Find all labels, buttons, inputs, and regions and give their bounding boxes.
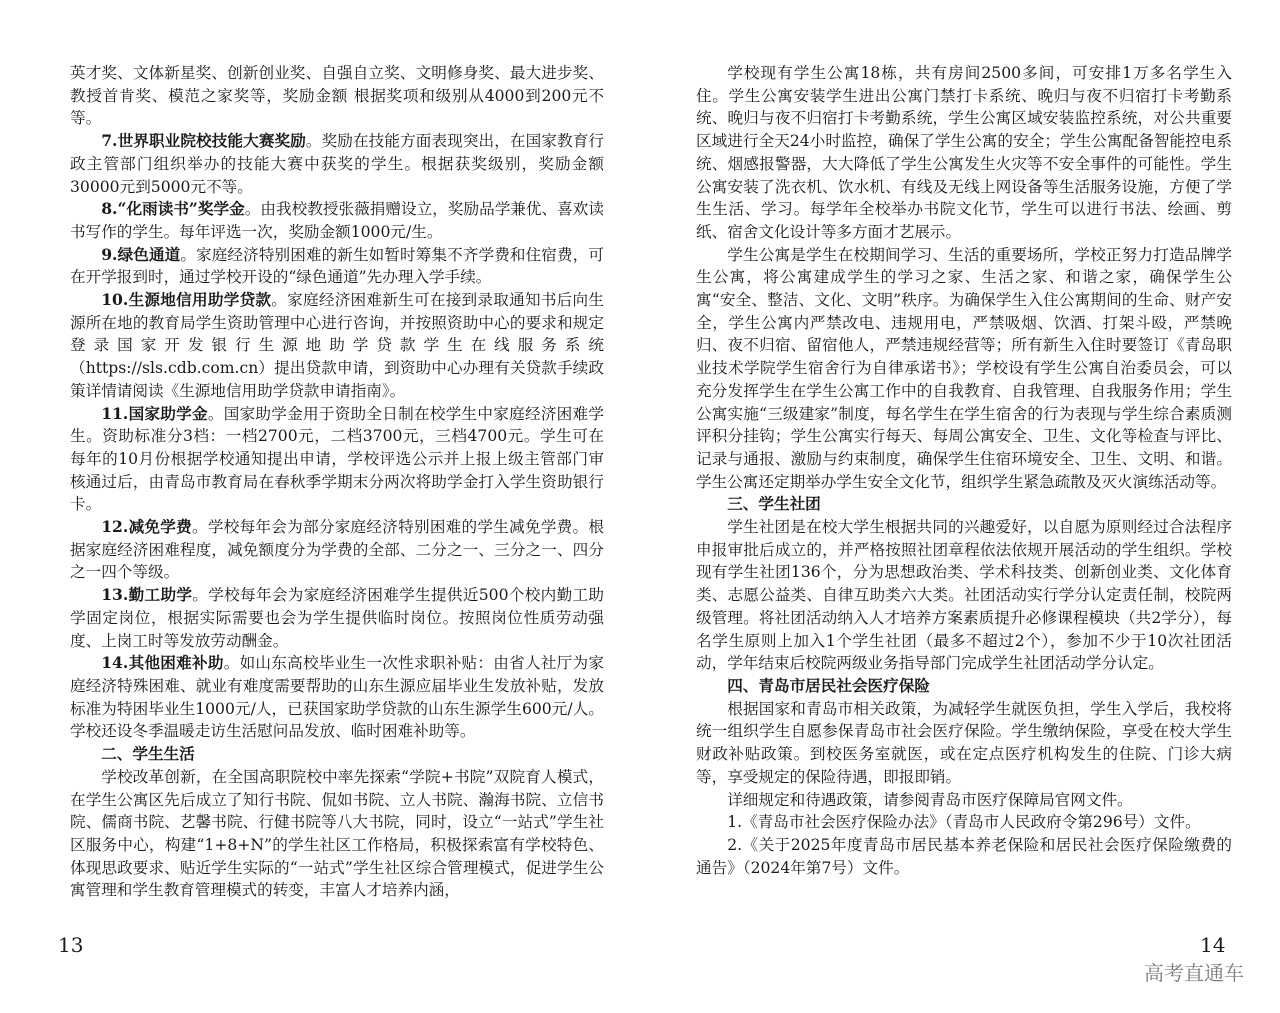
item-text: 。学校每年会为家庭经济困难学生提供近500个校内勤工助学固定岗位，根据实际需要也会为学生提供临时岗位。按照岗位性质劳动强度、上岗工时等发放劳动酬金。 xyxy=(70,586,604,650)
watermark-text: 高考直通车 xyxy=(1144,961,1244,985)
item-text: 。家庭经济困难新生可在接到录取通知书后向生源所在地的教育局学生资助管理中心进行咨询，并按照资助中心的要求和规定登录国家开发银行生源地助学贷款学生在线服务系统（https://sls.cdb.com.cn）提出贷款申请，到资助中心办理有关贷款手续政策详情请阅读《生源地信用助学贷款申请指南》。 xyxy=(70,291,604,400)
paragraph: 学校改革创新，在全国高职院校中率先探索“学院+书院”双院育人模式，在学生公寓区先后成立了知行书院、侃如书院、立人书院、瀚海书院、立信书院、儒商书院、艺馨书院、行健书院等八大书院，同时，设立“一站式”学生社区服务中心，构建“1+8+N”的学生社区工作格局，积极探索富有学校特色、体现思政要求、贴近学生实际的“一站式”学生社区综合管理模式，促进学生公寓管理和学生教育管理模式的转变，丰富人才培养内涵， xyxy=(70,767,604,900)
item-title: 7.世界职业院校技能大赛奖励 xyxy=(101,131,306,151)
paragraph: 英才奖、文体新星奖、创新创业奖、自强自立奖、文明修身奖、最大进步奖、教授首肯奖、模范之家奖等，奖励金额 根据奖项和级别从4000到200元不等。 xyxy=(70,64,604,128)
paragraph: 1.《青岛市社会医疗保险办法》（青岛市人民政府令第296号）文件。 xyxy=(727,813,1201,832)
item-title: 12.减免学费 xyxy=(101,517,192,537)
section-heading: 四、青岛市居民社会医疗保险 xyxy=(727,675,930,695)
paragraph xyxy=(70,289,604,403)
section-heading: 二、学生生活 xyxy=(101,744,195,764)
item-text: 。如山东高校毕业生一次性求职补贴：由省人社厅为家庭经济特殊困难、就业有难度需要帮助的山东生源应届毕业生发放补贴，发放标准为特困毕业生1000元/人，已获国家助学贷款的山东生源学生600元/人。学校还设冬季温暖走访生活慰问品发放、临时困难补助等。 xyxy=(70,654,604,741)
left-text-column xyxy=(70,62,604,902)
paragraph xyxy=(70,244,604,289)
right-page xyxy=(640,0,1280,1013)
paragraph: 学生社团是在校大学生根据共同的兴趣爱好，以自愿为原则经过合法程序申报审批后成立的，并严格按照社团章程依法依规开展活动的学生组织。学校现有学生社团136个，分为思想政治类、学术科技类、创新创业类、文化体育类、志愿公益类、自律互助类六大类。社团活动实行学分认定责任制，校院两级管理。将社团活动纳入人才培养方案素质提升必修课程模块（共2学分），每名学生原则上加入1个学生社团（最多不超过2个），参加不少于10次社团活动，学年结束后校院两级业务指导部门完成学生社团活动学分认定。 xyxy=(696,518,1232,673)
page-number: 13 xyxy=(58,933,84,957)
paragraph: 2.《关于2025年度青岛市居民基本养老保险和居民社会医疗保险缴费的通告》（2024年第7号）文件。 xyxy=(696,835,1232,877)
paragraph xyxy=(70,652,604,743)
item-text: 。家庭经济特别困难的新生如暂时筹集不齐学费和住宿费，可在开学报到时，通过学校开设的“绿色通道”先办理入学手续。 xyxy=(70,245,604,287)
paragraph xyxy=(70,516,604,584)
paragraph: 学校现有学生公寓18栋，共有房间2500多间，可安排1万多名学生入住。学生公寓安装学生进出公寓门禁打卡系统、晚归与夜不归宿打卡考勤系统、晚归与夜不归宿打卡考勤系统，学生公寓区域安装监控系统，对公共重要区域进行全天24小时监控，确保了学生公寓的安全；学生公寓配备智能控电系统、烟感报警器，大大降低了学生公寓发生火灾等不安全事件的可能性。学生公寓安装了洗衣机、饮水机、有线及无线上网设备等生活服务设施，方便了学生生活、学习。每学年全校举办书院文化节，学生可以进行书法、绘画、剪纸、宿舍文化设计等多方面才艺展示。 xyxy=(696,64,1232,241)
item-text: 。国家助学金用于资助全日制在校学生中家庭经济困难学生。资助标准分3档：一档2700元，二档3700元，三档4700元。学生可在每年的10月份根据学校通知提出申请，学校评选公示并上报上级主管部门审核通过后，由青岛市教育局在春秋季学期末分两次将助学金打入学生资助银行卡。 xyxy=(70,404,604,514)
item-text: 。由我校教授张薇捐赠设立，奖励品学兼优、喜欢读书写作的学生。每年评选一次，奖励金额1000元/生。 xyxy=(70,200,604,241)
paragraph: 学生公寓是学生在校期间学习、生活的重要场所，学校正努力打造品牌学生公寓，将公寓建成学生的学习之家、生活之家、和谐之家，确保学生公寓“安全、整洁、文化、文明”秩序。为确保学生入住公寓期间的生命、财产安全，学生公寓内严禁改电、违规用电，严禁吸烟、饮酒、打架斗殴，严禁晚归、夜不归宿、留宿他人，严禁违规经营等；所有新生入住时要签订《青岛职业技术学院学生宿舍行为自律承诺书》；学校设有学生公寓自治委员会，可以充分发挥学生在学生公寓工作中的自我教育、自我管理、自我服务作用；学生公寓实施“三级建家”制度，每名学生在学生宿舍的行为表现与学生综合素质测评积分挂钩；学生公寓实行每天、每周公寓安全、卫生、文化等检查与评比、记录与通报、激励与约束制度，确保学生住宿环境安全、卫生、文明、和谐。学生公寓还定期举办学生安全文化节，组织学生紧急疏散及灭火演练活动等。 xyxy=(696,245,1232,491)
paragraph: 详细规定和待遇政策，请参阅青岛市医疗保障局官网文件。 xyxy=(727,790,1133,809)
section-heading: 三、学生社团 xyxy=(727,494,821,514)
item-title: 11.国家助学金 xyxy=(101,403,208,423)
item-title: 14.其他困难补助 xyxy=(101,653,224,673)
paragraph xyxy=(70,403,604,517)
item-title: 13.勤工助学 xyxy=(101,585,193,605)
paragraph: 根据国家和青岛市相关政策，为减轻学生就医负担，学生入学后，我校将统一组织学生自愿参保青岛市社会医疗保险。学生缴纳保险，享受在校大学生财政补贴政策。到校医务室就医，或在定点医疗机构发生的住院、门诊大病等，享受规定的保险待遇，即报即销。 xyxy=(696,699,1232,786)
item-title: 10.生源地信用助学贷款 xyxy=(101,290,272,310)
item-title: 8.“化雨读书”奖学金 xyxy=(101,199,245,219)
paragraph xyxy=(70,130,604,198)
item-title: 9.绿色通道 xyxy=(101,244,181,264)
right-text-column xyxy=(696,62,1232,879)
page-number: 14 xyxy=(1200,933,1226,957)
item-text: 。学校每年会为部分家庭经济特别困难的学生减免学费。根据家庭经济困难程度，减免额度分为学费的全部、二分之一、三分之一、四分之一四个等级。 xyxy=(70,518,604,582)
item-text: 。奖励在技能方面表现突出，在国家教育行政主管部门组织举办的技能大赛中获奖的学生。根据获奖级别，奖励金额30000元到5000元不等。 xyxy=(70,132,604,196)
paragraph xyxy=(70,584,604,652)
paragraph xyxy=(70,198,604,243)
